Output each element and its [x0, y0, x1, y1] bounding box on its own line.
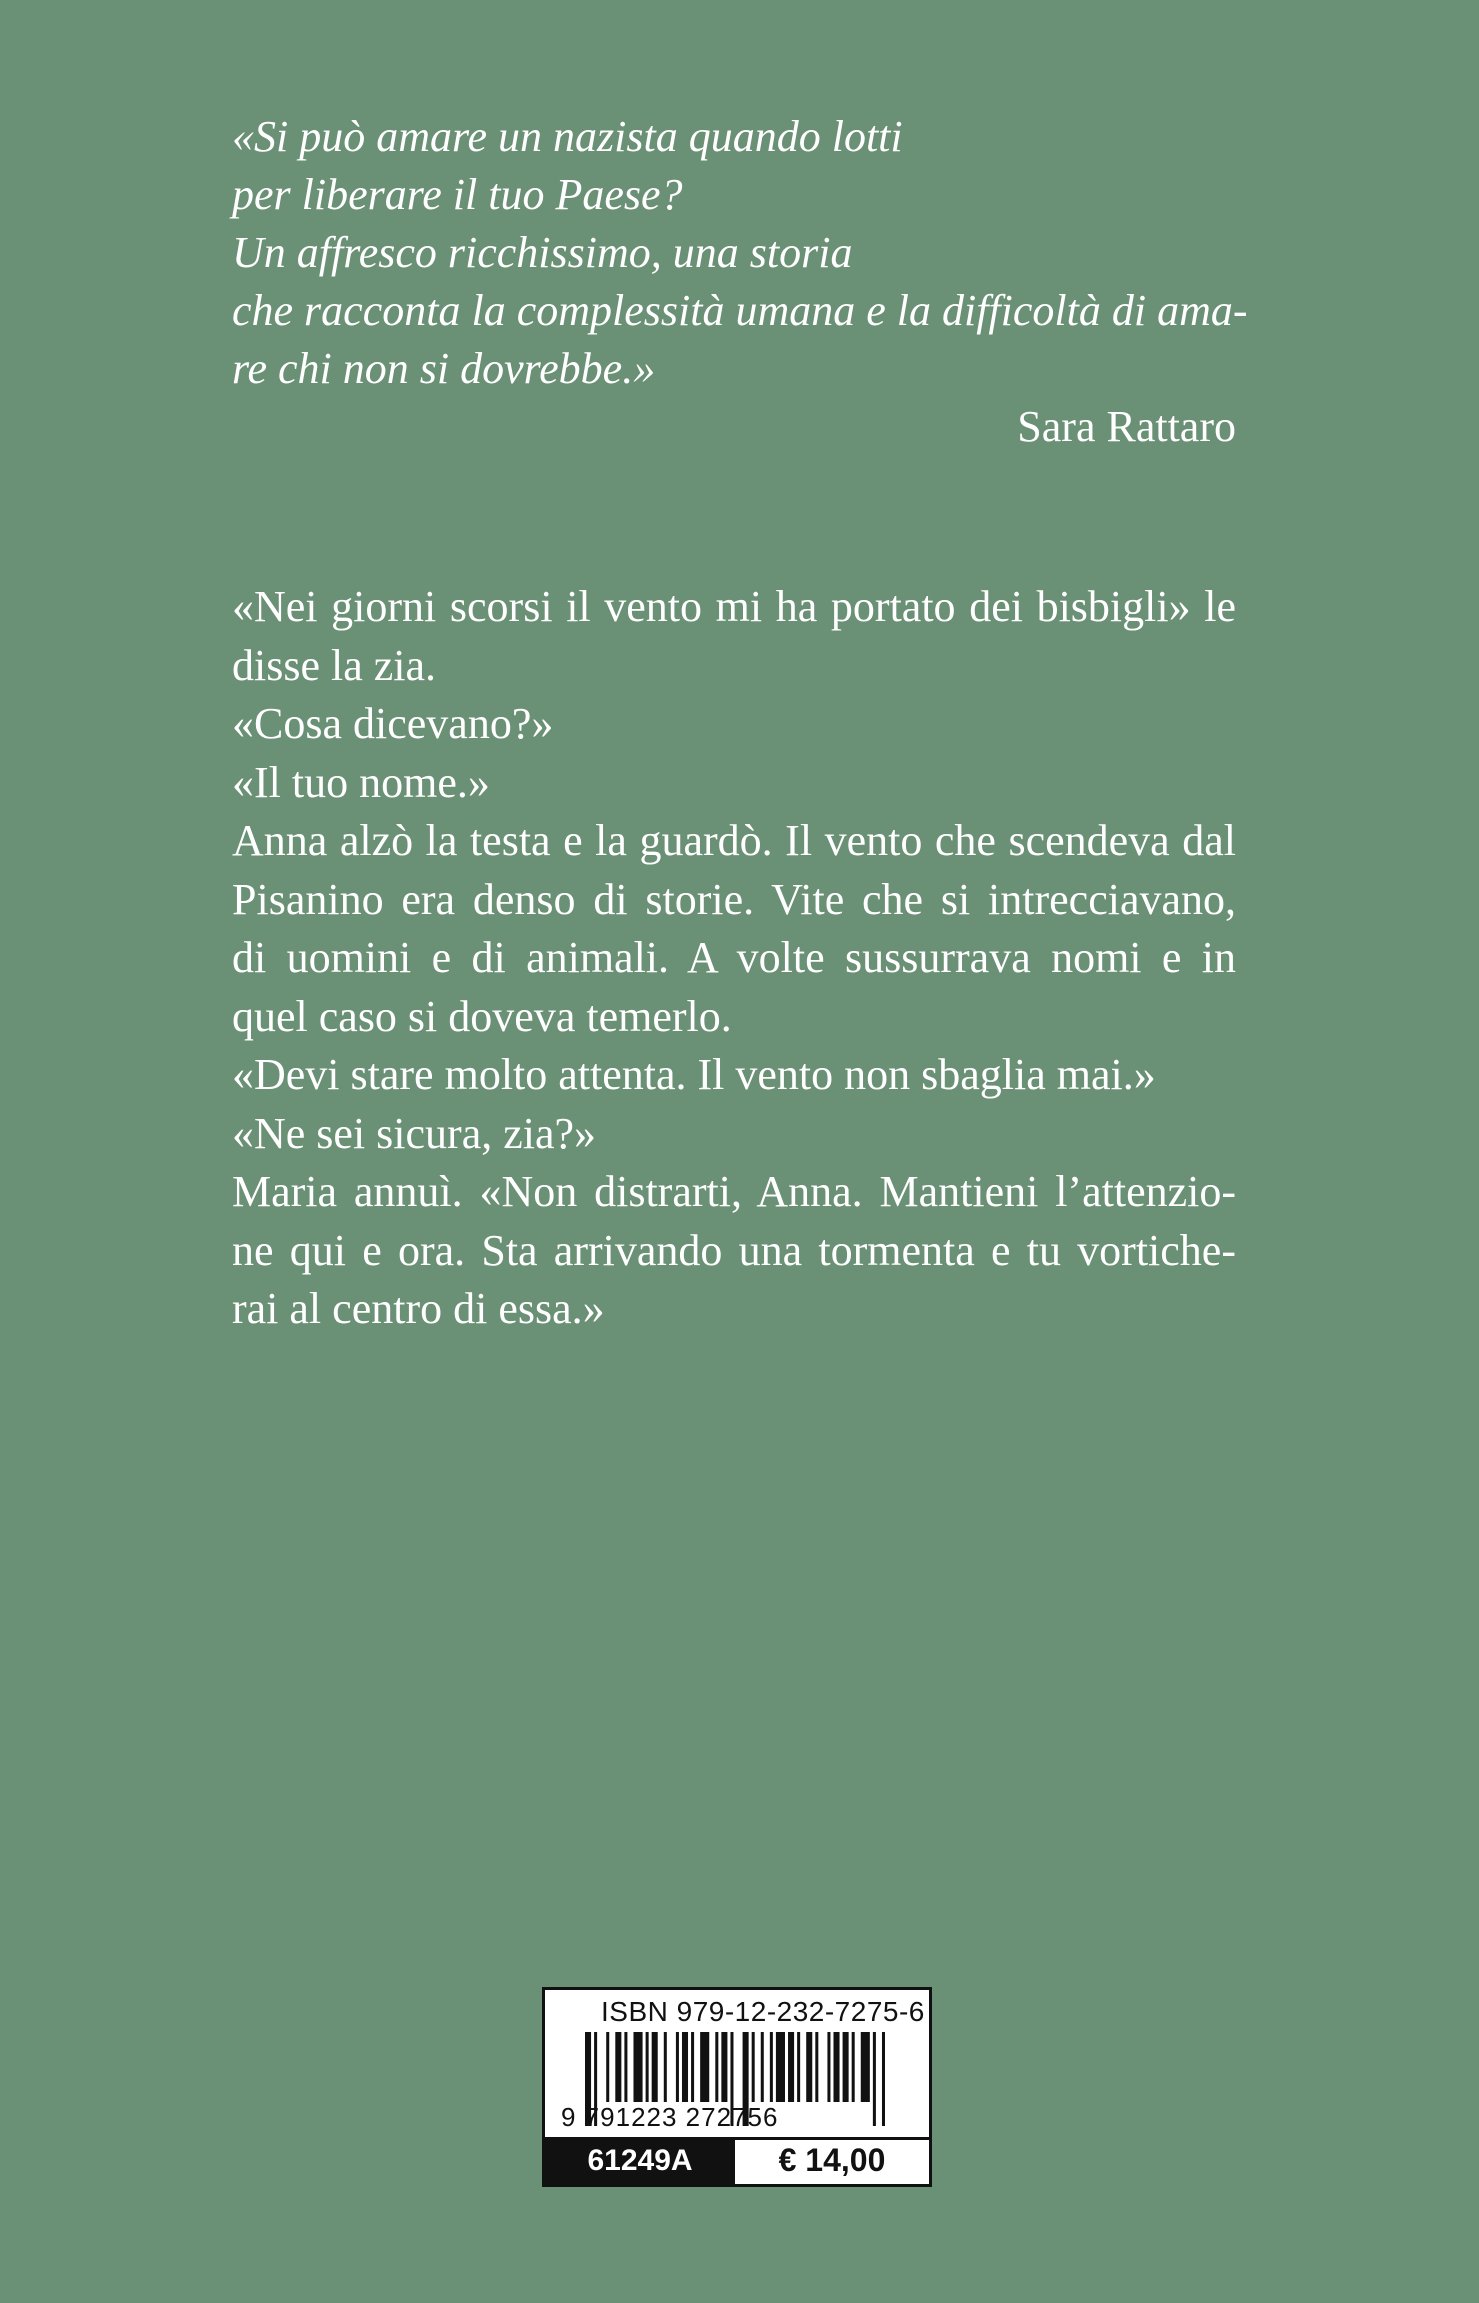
barcode-bar	[882, 2032, 885, 2126]
product-code: 61249A	[545, 2140, 735, 2184]
barcode-bar	[700, 2032, 709, 2102]
isbn-number: ISBN 979-12-232-7275-6	[601, 1996, 925, 2027]
excerpt-line: «Il tuo nome.»	[232, 757, 490, 807]
price-row	[545, 2137, 929, 2184]
barcode-bar	[615, 2032, 621, 2102]
barcode-bar	[664, 2032, 667, 2102]
barcode-bar	[652, 2032, 658, 2102]
quote-line: re chi non si dovrebbe.»	[232, 344, 656, 393]
quote-line: «Si può amare un nazista quando lotti	[232, 112, 903, 161]
excerpt-line: Maria annuì. «Non distrarti, Anna. Mantieni l’attenzio-	[232, 1167, 1236, 1216]
excerpt-line: «Devi stare molto attenta. Il vento non sbaglia mai.»	[232, 1050, 1156, 1099]
barcode-label	[542, 1987, 932, 2187]
barcode-bar	[806, 2032, 812, 2102]
barcode-bar	[873, 2032, 876, 2126]
barcode-bar	[633, 2032, 642, 2102]
barcode-bar	[646, 2032, 649, 2102]
barcode-bar	[852, 2032, 855, 2102]
excerpt-line: Anna alzò la testa e la guardò. Il vento che scendeva dal	[232, 816, 1236, 865]
price: € 14,00	[778, 2142, 886, 2178]
barcode-bar	[797, 2032, 800, 2102]
barcode-bar	[815, 2032, 818, 2102]
excerpt-line: «Cosa dicevano?»	[232, 699, 554, 748]
barcode-digits: 9 791223 272756	[561, 2102, 779, 2132]
quote-line: Un affresco ricchissimo, una storia	[232, 228, 853, 277]
excerpt-line: ne qui e ora. Sta arrivando una tormenta e tu vortiche-	[232, 1225, 1236, 1275]
barcode-bar	[833, 2032, 839, 2102]
barcode-bar	[624, 2032, 627, 2102]
barcode-bar	[861, 2032, 870, 2102]
blurb-quote	[232, 108, 1248, 456]
quote-line: per liberare il tuo Paese?	[232, 170, 683, 219]
excerpt-line: quel caso si doveva temerlo.	[232, 991, 732, 1041]
barcode-bar	[715, 2032, 718, 2102]
excerpt-line: rai al centro di essa.»	[232, 1284, 605, 1333]
barcode-bar	[788, 2032, 794, 2102]
barcode-bar	[682, 2032, 688, 2102]
barcode-bar	[827, 2032, 830, 2102]
barcode-bar	[776, 2032, 785, 2102]
quote-author: Sara Rattaro	[1017, 402, 1236, 451]
excerpt-line: Pisanino era denso di storie. Vite che si intrecciavano,	[232, 874, 1236, 924]
excerpt-line: «Ne sei sicura, zia?»	[232, 1108, 597, 1158]
barcode-bar	[606, 2032, 609, 2102]
barcode-bar	[770, 2032, 773, 2102]
excerpt-line: di uomini e di animali. A volte sussurrava nomi e in	[232, 933, 1236, 982]
barcode-bar	[676, 2032, 679, 2102]
excerpt-line: «Nei giorni scorsi il vento mi ha portato dei bisbigli» le	[232, 582, 1236, 631]
excerpt-line: disse la zia.	[232, 640, 437, 690]
barcode-bar	[752, 2032, 755, 2102]
quote-line: che racconta la complessità umana e la difficoltà di ama-	[232, 286, 1248, 335]
book-excerpt	[232, 578, 1236, 1339]
barcode-bar	[843, 2032, 849, 2102]
barcode-bar	[761, 2032, 764, 2102]
barcode-bar	[721, 2032, 727, 2102]
barcode-bar	[691, 2032, 694, 2102]
